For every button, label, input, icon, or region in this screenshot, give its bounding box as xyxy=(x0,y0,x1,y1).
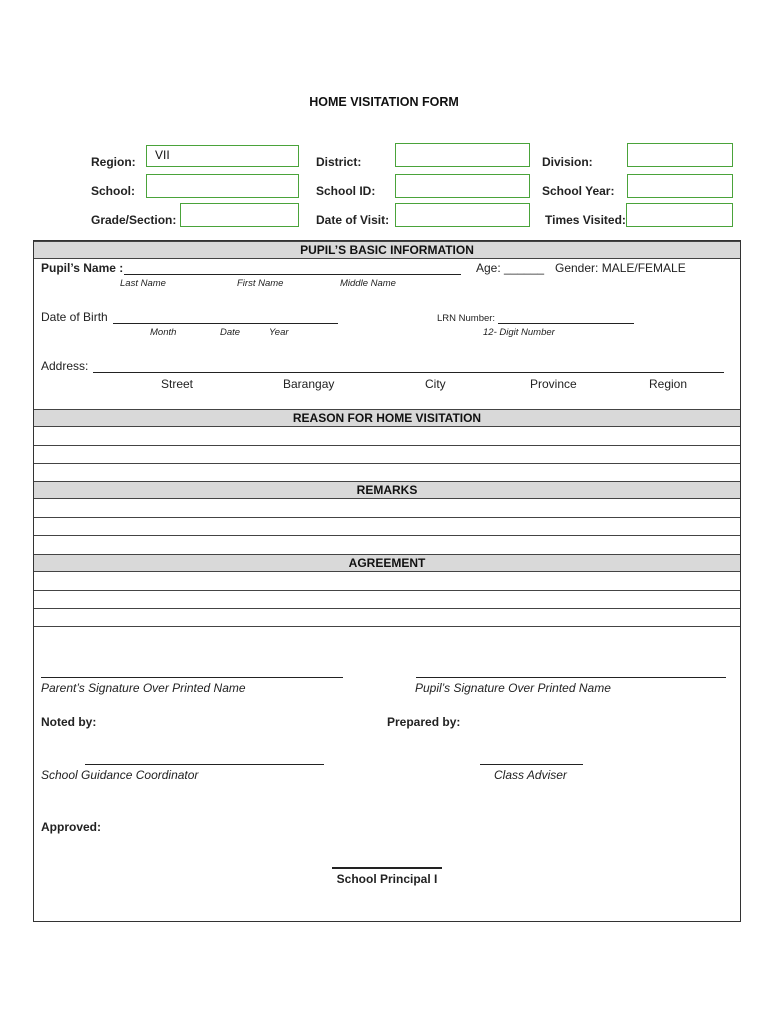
grade-section-label: Grade/Section: xyxy=(91,213,177,227)
prepared-by-label: Prepared by: xyxy=(387,715,461,729)
school-year-label: School Year: xyxy=(542,184,615,198)
division-label: Division: xyxy=(542,155,593,169)
school-id-label: School ID: xyxy=(316,184,376,198)
district-input[interactable] xyxy=(395,143,530,167)
times-visited-input[interactable] xyxy=(626,203,733,227)
first-name-hint: First Name xyxy=(237,278,284,289)
agreement-header: AGREEMENT xyxy=(34,554,740,572)
middle-name-hint: Middle Name xyxy=(340,278,396,289)
adviser-caption: Class Adviser xyxy=(494,768,567,782)
noted-by-label: Noted by: xyxy=(41,715,97,729)
basic-info-header: PUPIL’S BASIC INFORMATION xyxy=(34,241,740,259)
dob-line[interactable] xyxy=(113,323,338,324)
address-line[interactable] xyxy=(93,372,724,373)
pupil-signature-caption: Pupil’s Signature Over Printed Name xyxy=(415,681,611,695)
reason-line-1[interactable] xyxy=(34,445,740,446)
remarks-line-2[interactable] xyxy=(34,535,740,536)
principal-signature-line[interactable] xyxy=(332,867,442,869)
city-hint: City xyxy=(425,377,446,391)
agreement-line-1[interactable] xyxy=(34,590,740,591)
remarks-header: REMARKS xyxy=(34,481,740,499)
region-input[interactable] xyxy=(146,145,299,167)
reason-line-2[interactable] xyxy=(34,463,740,464)
remarks-line-1[interactable] xyxy=(34,517,740,518)
dob-year-hint: Year xyxy=(269,327,289,338)
grade-section-input[interactable] xyxy=(180,203,299,227)
school-label: School: xyxy=(91,184,135,198)
parent-signature-line[interactable] xyxy=(41,677,343,678)
lrn-line[interactable] xyxy=(498,323,634,324)
age-label: Age: ______ xyxy=(476,261,545,275)
division-input[interactable] xyxy=(627,143,733,167)
date-of-visit-label: Date of Visit: xyxy=(316,213,390,227)
school-id-input[interactable] xyxy=(395,174,530,198)
agreement-line-2[interactable] xyxy=(34,608,740,609)
dob-date-hint: Date xyxy=(220,327,241,338)
date-of-visit-input[interactable] xyxy=(395,203,530,227)
parent-signature-caption: Parent’s Signature Over Printed Name xyxy=(41,681,246,695)
lrn-hint: 12- Digit Number xyxy=(483,327,555,338)
pupil-signature-line[interactable] xyxy=(416,677,726,678)
adviser-signature-line[interactable] xyxy=(480,764,583,765)
guidance-signature-line[interactable] xyxy=(85,764,324,765)
form-frame xyxy=(33,240,741,922)
gender-label: Gender: MALE/FEMALE xyxy=(555,261,686,275)
pupil-name-line[interactable] xyxy=(124,274,461,275)
region-hint: Region xyxy=(649,377,688,391)
principal-caption: School Principal I xyxy=(336,872,438,886)
district-label: District: xyxy=(316,155,362,169)
region-value: VII xyxy=(155,148,170,162)
pupil-name-label: Pupil’s Name : xyxy=(41,261,124,275)
times-visited-label: Times Visited: xyxy=(545,213,626,227)
agreement-line-3[interactable] xyxy=(34,626,740,627)
street-hint: Street xyxy=(161,377,194,391)
barangay-hint: Barangay xyxy=(283,377,335,391)
school-input[interactable] xyxy=(146,174,299,198)
reason-header: REASON FOR HOME VISITATION xyxy=(34,409,740,427)
lrn-label: LRN Number: xyxy=(437,313,496,324)
dob-label: Date of Birth xyxy=(41,310,108,324)
form-title: HOME VISITATION FORM xyxy=(309,95,459,109)
province-hint: Province xyxy=(530,377,577,391)
region-label: Region: xyxy=(91,155,136,169)
address-label: Address: xyxy=(41,359,89,373)
approved-label: Approved: xyxy=(41,820,101,834)
last-name-hint: Last Name xyxy=(120,278,166,289)
guidance-caption: School Guidance Coordinator xyxy=(41,768,199,782)
school-year-input[interactable] xyxy=(627,174,733,198)
dob-month-hint: Month xyxy=(150,327,177,338)
